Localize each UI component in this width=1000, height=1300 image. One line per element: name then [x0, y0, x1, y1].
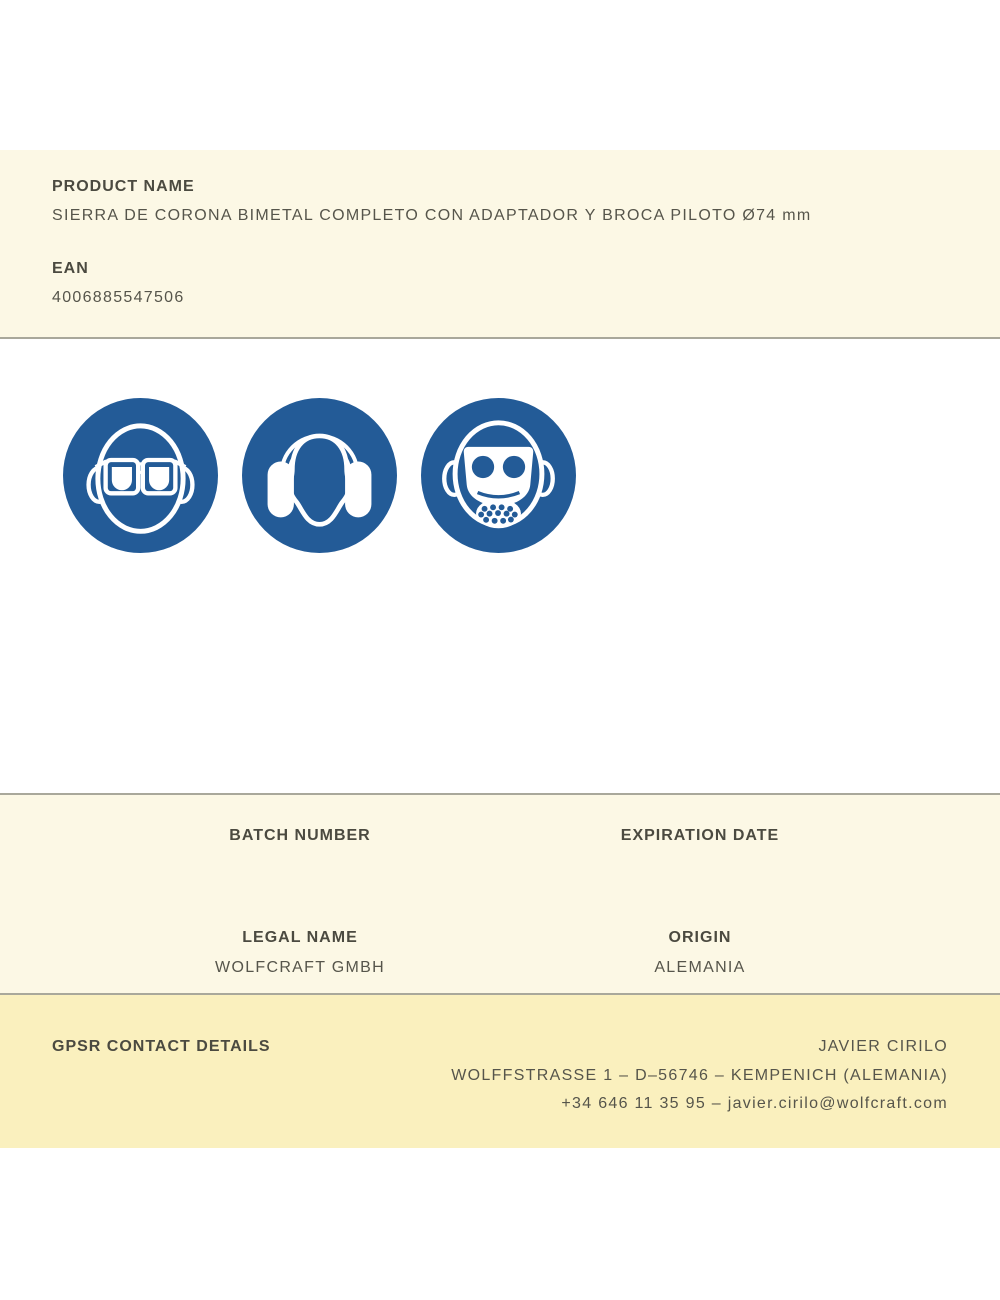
- product-info-section: [0, 150, 1000, 339]
- batch-expiration-row: [100, 795, 900, 856]
- product-name-value: SIERRA DE CORONA BIMETAL COMPLETO CON ADAPTADOR Y BROCA PILOTO Ø74 mm: [52, 207, 812, 224]
- legal-origin-row: [100, 928, 900, 978]
- product-info-inner: [0, 150, 1000, 308]
- ean-label: EAN: [52, 260, 89, 277]
- product-name-label: PRODUCT NAME: [52, 178, 195, 195]
- expiration-date-cell: [500, 826, 900, 856]
- origin-value: ALEMANIA: [654, 959, 746, 976]
- safety-icons-row: [63, 398, 576, 553]
- contact-person-name: JAVIER CIRILO: [818, 1038, 948, 1055]
- origin-cell: [500, 928, 900, 978]
- gpsr-contact-lines: [451, 1033, 948, 1119]
- wear-respiratory-protection-icon: [421, 398, 576, 553]
- expiration-date-label: EXPIRATION DATE: [620, 827, 780, 844]
- batch-number-cell: [100, 826, 500, 856]
- wear-eye-protection-icon: [63, 398, 218, 553]
- legal-name-label: LEGAL NAME: [242, 929, 358, 946]
- gpsr-contact-label: GPSR CONTACT DETAILS: [52, 1038, 271, 1055]
- legal-name-cell: [100, 928, 500, 978]
- contact-address: WOLFFSTRASSE 1 – D–56746 – KEMPENICH (ALEMANIA): [451, 1066, 948, 1084]
- batch-info-section: [0, 793, 1000, 993]
- origin-label: ORIGIN: [668, 929, 732, 946]
- wear-ear-protection-icon: [242, 398, 397, 553]
- batch-number-label: BATCH NUMBER: [229, 827, 371, 844]
- ean-value: 4006885547506: [52, 289, 185, 306]
- legal-name-value: WOLFCRAFT GMBH: [215, 959, 385, 976]
- contact-phone-email: +34 646 11 35 95 – javier.cirilo@wolfcraft.com: [561, 1095, 948, 1112]
- gpsr-contact-section: [0, 993, 1000, 1148]
